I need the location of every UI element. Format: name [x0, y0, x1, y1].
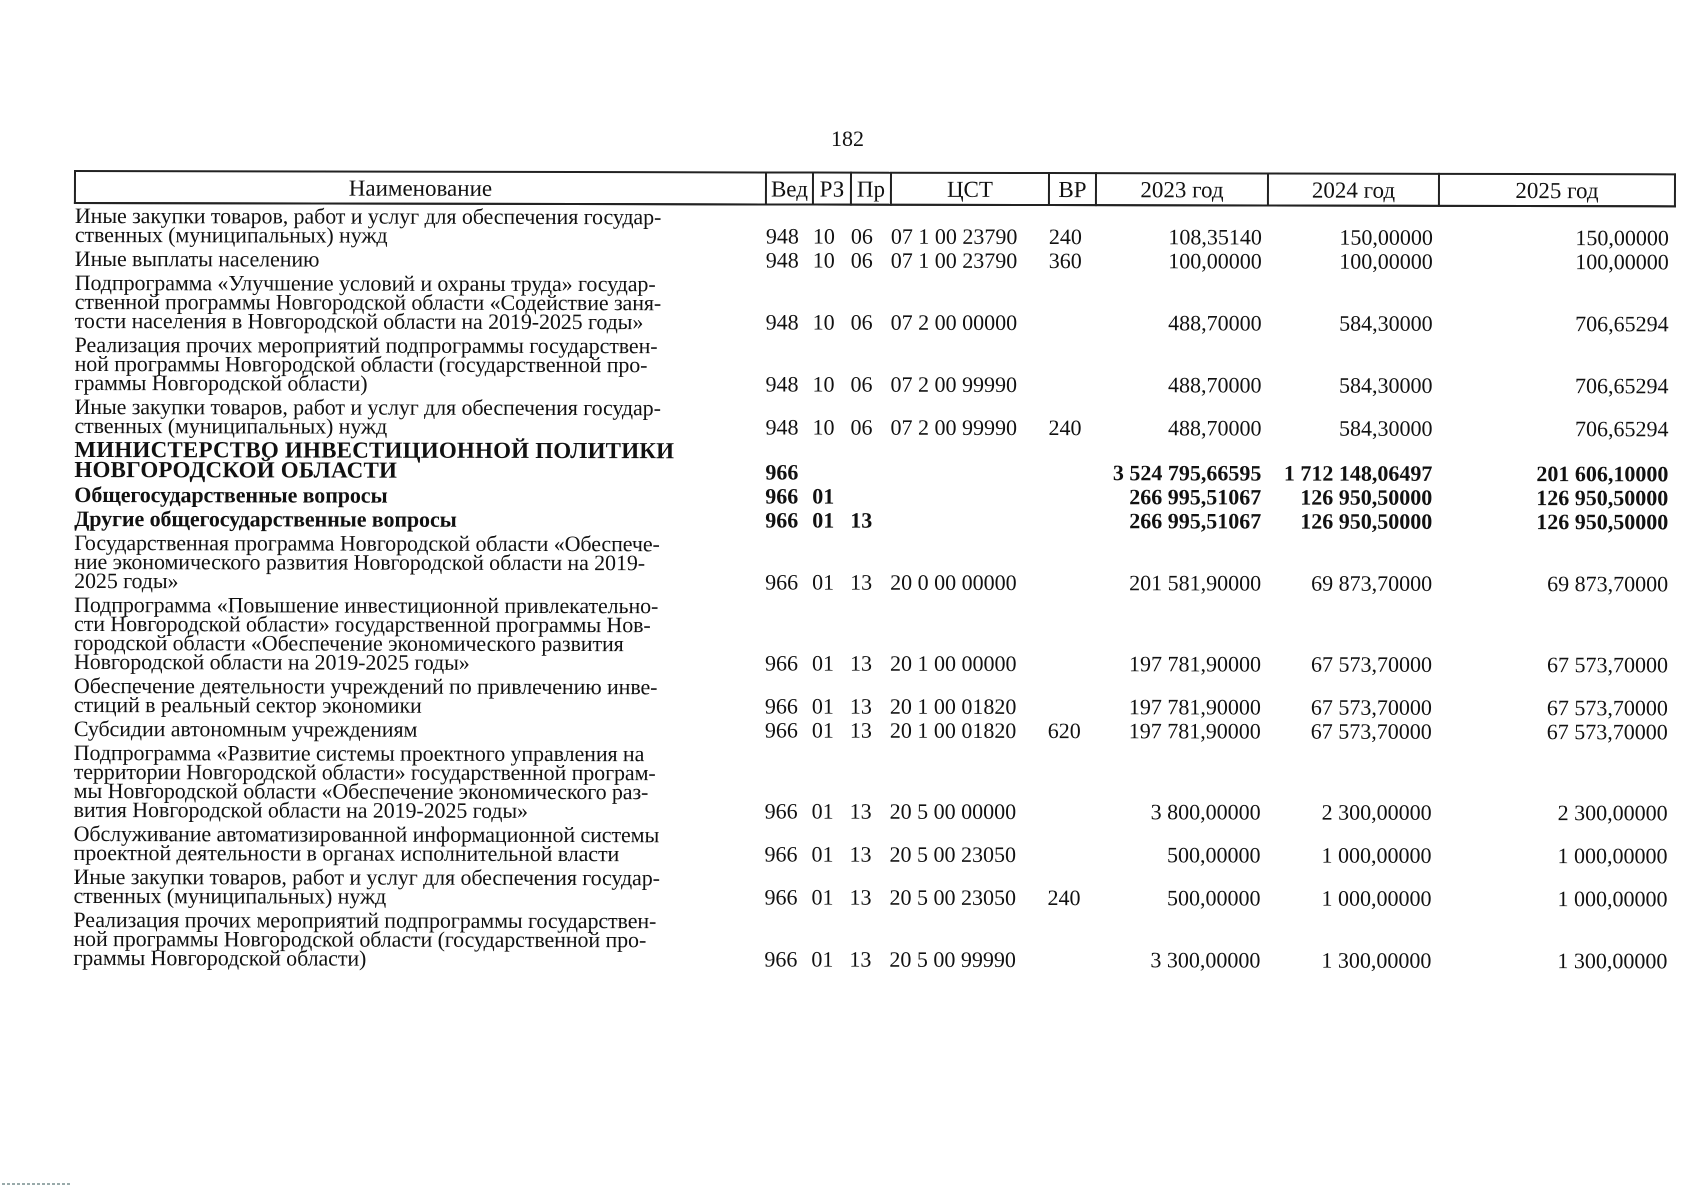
- cell-2025: 1 300,00000: [1557, 948, 1668, 974]
- cell-pr: 13: [849, 884, 872, 910]
- cell-cst: 20 1 00 01820: [889, 717, 1017, 743]
- cell-2024: 126 950,50000: [1300, 484, 1433, 510]
- budget-table: [72, 170, 1676, 973]
- cell-pr: 13: [849, 841, 872, 867]
- cell-2024: 150,00000: [1339, 224, 1433, 250]
- cell-ved: 966: [764, 693, 798, 719]
- cell-name: Подпрограмма «Развитие системы проектного управления на территории Новгородской области» государственной програм- мы Новгородской области «Обеспечение экономического раз- вития Новгородской области на 2019-2025 годы»: [73, 740, 656, 823]
- cell-2024: 126 950,50000: [1300, 508, 1433, 534]
- cell-2024: 584,30000: [1339, 372, 1433, 398]
- cell-2023: 201 581,90000: [1129, 570, 1262, 596]
- cell-2024: 2 300,00000: [1321, 799, 1432, 825]
- cell-rz: 01: [812, 483, 835, 509]
- cell-ved: 966: [764, 841, 798, 867]
- cell-ved: 948: [765, 223, 799, 249]
- cell-2024: 69 873,70000: [1311, 570, 1433, 596]
- table-row: [74, 531, 1674, 596]
- cell-2025: 2 300,00000: [1557, 800, 1668, 826]
- cell-name: Государственная программа Новгородской области «Обеспече- ние экономического развития Новгородской области на 2019- 2025 годы»: [74, 530, 660, 594]
- cell-2025: 706,65294: [1574, 416, 1669, 442]
- cell-rz: 01: [811, 717, 834, 743]
- cell-2025: 706,65294: [1575, 373, 1669, 399]
- cell-rz: 01: [812, 569, 835, 595]
- cell-cst: 20 5 00 23050: [889, 841, 1017, 867]
- cell-cst: 20 1 00 00000: [889, 650, 1017, 676]
- table-row: [74, 674, 1674, 720]
- cell-name: Общегосударственные вопросы: [74, 482, 388, 508]
- cell-2025: 150,00000: [1575, 225, 1669, 251]
- cell-pr: 06: [850, 223, 873, 249]
- cell-rz: 10: [812, 371, 835, 397]
- cell-vr: [1048, 743, 1095, 824]
- cell-pr: [850, 440, 890, 485]
- cell-pr: 06: [850, 371, 873, 397]
- cell-cst: 07 1 00 23790: [890, 247, 1018, 273]
- cell-rz: 01: [812, 507, 835, 533]
- cell-2023: 197 781,90000: [1128, 718, 1261, 744]
- cell-cst: [890, 485, 1048, 509]
- cell-rz: [812, 440, 850, 485]
- cell-2025: 126 950,50000: [1536, 485, 1669, 511]
- cell-rz: 10: [812, 247, 835, 273]
- cell-2025: 67 573,70000: [1546, 719, 1668, 745]
- table-body: [73, 203, 1675, 973]
- cell-2024: 1 300,00000: [1321, 947, 1432, 973]
- cell-rz: 10: [812, 309, 835, 335]
- header-2024: 2024 год: [1268, 174, 1439, 206]
- cell-2023: 3 800,00000: [1150, 799, 1261, 825]
- cell-vr: 240: [1048, 415, 1082, 441]
- cell-vr: 240: [1047, 885, 1081, 911]
- scan-artifact: [2, 1183, 72, 1185]
- cell-cst: 20 5 00 00000: [889, 798, 1017, 824]
- cell-rz: 01: [811, 884, 834, 910]
- cell-2023: 266 995,51067: [1129, 508, 1262, 534]
- cell-cst: 07 2 00 99990: [890, 371, 1018, 397]
- cell-pr: 13: [849, 693, 872, 719]
- header-name: Наименование: [75, 171, 766, 204]
- cell-rz: 01: [811, 798, 834, 824]
- cell-pr: 13: [850, 507, 873, 533]
- table-row: [74, 593, 1674, 677]
- cell-rz: 01: [811, 650, 834, 676]
- cell-vr: [1049, 273, 1096, 335]
- cell-rz: 01: [811, 693, 834, 719]
- header-rz: РЗ: [813, 173, 851, 205]
- cell-vr: [1048, 595, 1095, 676]
- table-row: [75, 333, 1675, 398]
- cell-2024: 67 573,70000: [1310, 651, 1432, 677]
- table-row: [74, 741, 1674, 825]
- cell-ved: 966: [764, 717, 798, 743]
- cell-cst: 07 2 00 99990: [890, 414, 1017, 440]
- page-number: 182: [831, 126, 864, 151]
- cell-cst: 07 2 00 00000: [890, 309, 1018, 335]
- cell-2023: 488,70000: [1167, 415, 1262, 441]
- header-row: [75, 171, 1675, 206]
- header-2023: 2023 год: [1096, 173, 1268, 205]
- cell-name: Иные закупки товаров, работ и услуг для обеспечения государ- ственных (муниципальных) нужд: [74, 203, 662, 248]
- cell-2024: 100,00000: [1339, 248, 1433, 274]
- cell-vr: [1048, 824, 1095, 867]
- cell-2025: 69 873,70000: [1547, 571, 1669, 597]
- cell-2025: 706,65294: [1575, 311, 1669, 337]
- cell-pr: 13: [849, 798, 872, 824]
- cell-ved: 966: [765, 459, 799, 485]
- cell-2023: 500,00000: [1166, 885, 1261, 911]
- header-vr: ВР: [1049, 173, 1096, 205]
- cell-ved: 966: [765, 569, 799, 595]
- table-row: [74, 438, 1674, 486]
- cell-name: Реализация прочих мероприятий подпрограммы государствен- ной программы Новгородской области (государственной про- граммы Новгородской области): [74, 332, 658, 396]
- cell-2023: 500,00000: [1167, 842, 1261, 868]
- cell-pr: 06: [850, 414, 873, 440]
- cell-pr: 06: [850, 247, 873, 273]
- table-row: [75, 271, 1675, 336]
- cell-2023: 3 524 795,66595: [1112, 460, 1262, 486]
- cell-pr: 13: [850, 569, 873, 595]
- cell-vr: 240: [1048, 224, 1082, 250]
- cell-2024: 1 712 148,06497: [1283, 460, 1433, 486]
- cell-pr: [850, 485, 890, 509]
- cell-2024: 1 000,00000: [1321, 885, 1432, 911]
- cell-2024: 584,30000: [1338, 415, 1433, 441]
- cell-name: Иные закупки товаров, работ и услуг для обеспечения государ- ственных (муниципальных) нужд: [73, 864, 660, 909]
- cell-2023: 3 300,00000: [1150, 947, 1261, 973]
- cell-vr: 360: [1048, 248, 1082, 274]
- cell-2025: 67 573,70000: [1546, 652, 1668, 678]
- cell-ved: 966: [764, 650, 798, 676]
- cell-ved: 966: [765, 483, 799, 509]
- cell-cst: 20 0 00 00000: [890, 569, 1017, 595]
- cell-name: Субсидии автономным учреждениям: [73, 716, 418, 742]
- cell-vr: [1048, 533, 1095, 595]
- cell-pr: 13: [849, 650, 872, 676]
- cell-vr: [1048, 440, 1095, 485]
- table-header: [75, 171, 1675, 206]
- cell-ved: 948: [765, 371, 799, 397]
- cell-2024: 67 573,70000: [1310, 718, 1432, 744]
- cell-name: Иные выплаты населению: [74, 246, 320, 272]
- cell-ved: 966: [764, 884, 798, 910]
- cell-2025: 126 950,50000: [1536, 509, 1669, 535]
- cell-pr: 13: [849, 717, 872, 743]
- cell-ved: 966: [764, 946, 798, 972]
- header-cst: ЦСТ: [891, 173, 1049, 205]
- cell-name: Подпрограмма «Улучшение условий и охраны труда» государ- ственной программы Новгородской области «Содействие заня- тости населения в Новгородской области на 2019-2025 годы»: [74, 270, 662, 335]
- header-ved: Вед: [766, 172, 813, 204]
- table-row: [74, 395, 1674, 441]
- cell-vr: [1048, 676, 1095, 719]
- cell-ved: 966: [764, 798, 798, 824]
- cell-cst: [890, 509, 1048, 533]
- cell-rz: 01: [811, 841, 834, 867]
- cell-vr: [1047, 910, 1094, 972]
- cell-name: Другие общегосударственные вопросы: [74, 506, 457, 532]
- cell-2025: 100,00000: [1575, 249, 1669, 275]
- cell-cst: 20 1 00 01820: [889, 693, 1017, 719]
- cell-rz: 10: [812, 414, 835, 440]
- table-row: [73, 908, 1673, 973]
- cell-vr: [1048, 485, 1095, 509]
- header-pr: Пр: [851, 173, 891, 205]
- cell-2023: 197 781,90000: [1128, 651, 1261, 677]
- cell-cst: 20 5 00 23050: [889, 884, 1017, 910]
- cell-vr: [1049, 335, 1096, 397]
- cell-cst: 07 1 00 23790: [890, 223, 1018, 249]
- cell-2023: 100,00000: [1168, 248, 1262, 274]
- budget-table-container: [72, 170, 1674, 973]
- cell-ved: 948: [765, 309, 799, 335]
- cell-ved: 948: [765, 247, 799, 273]
- table-row: [74, 822, 1674, 868]
- cell-cst: 20 5 00 99990: [889, 946, 1016, 972]
- cell-2023: 488,70000: [1168, 372, 1262, 398]
- cell-2024: 1 000,00000: [1321, 842, 1432, 868]
- cell-2024: 67 573,70000: [1310, 694, 1432, 720]
- cell-vr: 620: [1047, 718, 1081, 744]
- header-2025: 2025 год: [1439, 174, 1675, 206]
- cell-name: Обеспечение деятельности учреждений по привлечению инве- стиций в реальный сектор экономики: [73, 673, 658, 718]
- cell-2023: 488,70000: [1168, 310, 1262, 336]
- cell-cst: [890, 440, 1048, 485]
- cell-2025: 1 000,00000: [1557, 886, 1668, 912]
- cell-name: МИНИСТЕРСТВО ИНВЕСТИЦИОННОЙ ПОЛИТИКИ НОВГОРОДСКОЙ ОБЛАСТИ: [74, 437, 675, 483]
- cell-2023: 197 781,90000: [1128, 694, 1261, 720]
- cell-pr: 13: [849, 946, 872, 972]
- cell-2025: 1 000,00000: [1557, 843, 1668, 869]
- table-row: [75, 203, 1675, 250]
- cell-2024: 584,30000: [1339, 310, 1433, 336]
- cell-pr: 06: [850, 309, 873, 335]
- table-row: [73, 865, 1673, 911]
- cell-rz: 01: [811, 946, 834, 972]
- cell-name: Обслуживание автоматизированной информационной системы проектной деятельности в органах исполнительной власти: [73, 821, 660, 867]
- cell-name: Иные закупки товаров, работ и услуг для обеспечения государ- ственных (муниципальных) нужд: [74, 394, 661, 439]
- cell-rz: 10: [812, 223, 835, 249]
- cell-name: Подпрограмма «Повышение инвестиционной привлекательно- сти Новгородской области» государственной программы Нов- городской области «Обеспечение экономического развития Новгородской области на 2019-2025 годы»: [73, 592, 659, 675]
- cell-name: Реализация прочих мероприятий подпрограммы государствен- ной программы Новгородской области (государственной про- граммы Новгородской области): [73, 907, 657, 971]
- cell-ved: 948: [765, 414, 799, 440]
- cell-2023: 266 995,51067: [1129, 484, 1262, 510]
- cell-ved: 966: [765, 507, 799, 533]
- cell-2023: 108,35140: [1168, 224, 1262, 250]
- cell-2025: 201 606,10000: [1536, 461, 1669, 487]
- cell-2025: 67 573,70000: [1546, 695, 1668, 721]
- cell-vr: [1048, 509, 1095, 533]
